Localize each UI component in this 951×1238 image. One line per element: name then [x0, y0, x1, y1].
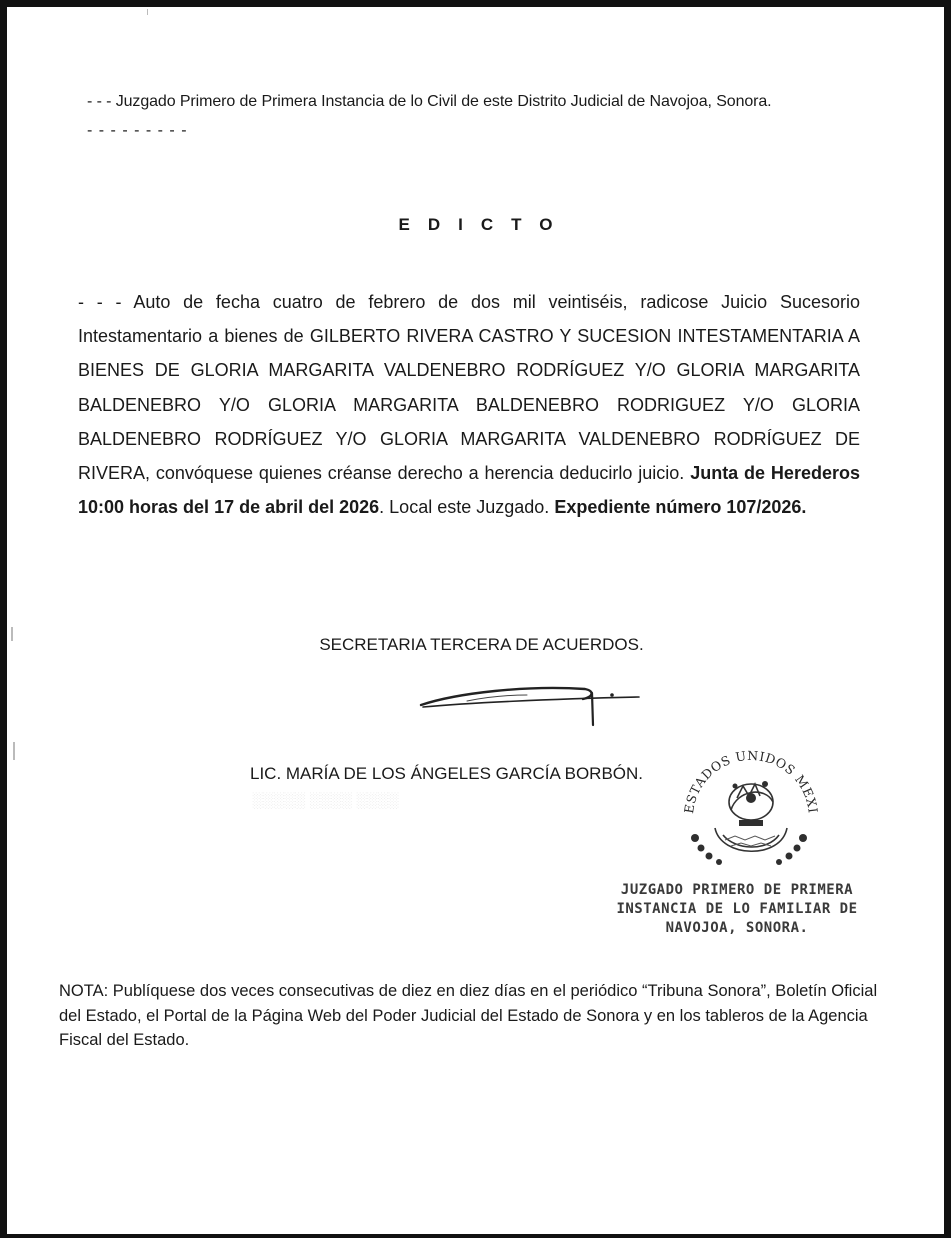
- court-stamp: [567, 881, 907, 938]
- court-header-line: - - - Juzgado Primero de Primera Instancia de lo Civil de este Distrito Judicial de Navojoa, Sonora.: [87, 93, 772, 110]
- mexican-coat-of-arms-seal-icon: [675, 740, 825, 885]
- edict-body: [78, 285, 860, 524]
- header-dashes: - - - - - - - - -: [87, 122, 188, 139]
- case-number: Expediente número 107/2026.: [554, 497, 807, 518]
- body-text-part2: . Local este Juzgado.: [379, 497, 550, 518]
- publication-note: NOTA: Publíquese dos veces consecutivas de diez en diez días en el periódico “Tribuna Sonora”, Boletín Oficial del Estado, el Portal de la Página Web del Poder Judicial del Estado de Sonora y en los tableros de la Agencia Fiscal del Estado.: [59, 982, 878, 1049]
- stamp-line-1: JUZGADO PRIMERO DE PRIMERA: [620, 882, 854, 898]
- hearing-date: Junta de Herederos 10:00 horas del 17 de abril del 2026: [78, 463, 860, 518]
- svg-text:ESTADOS UNIDOS MEXICANOS: ESTADOS UNIDOS MEXI: [681, 747, 821, 815]
- body-text-part1: - - - Auto de fecha cuatro de febrero de dos mil veintiséis, radicose Juicio Sucesorio Intestamentario a bienes de GILBERTO RIVERA CASTRO Y SUCESION INTESTAMENTARIA A BIENES DE GLORIA MARGARITA VALDENEBRO RODRÍGUEZ Y/O GLORIA MARGARITA BALDENEBRO Y/O GLORIA MARGARITA BALDENEBRO RODRIGUEZ Y/O GLORIA BALDENEBRO RODRÍGUEZ Y/O GLORIA MARGARITA VALDENEBRO RODRÍGUEZ DE RIVERA, convóquese quienes créanse derecho a herencia deducirlo juicio.: [78, 292, 860, 484]
- scan-artifact: [147, 9, 148, 15]
- stamp-line-2: INSTANCIA DE LO FAMILIAR DE: [616, 901, 858, 917]
- secretary-title: SECRETARIA TERCERA DE ACUERDOS.: [319, 635, 644, 654]
- scan-artifact: [13, 742, 15, 760]
- document-title: EDICTO: [398, 215, 571, 234]
- secretary-name: LIC. MARÍA DE LOS ÁNGELES GARCÍA BORBÓN.: [250, 764, 644, 783]
- faint-bleed-through: ░░░░░ ░░░░ ░░░░: [252, 792, 399, 809]
- stamp-line-3: NAVOJOA, SONORA.: [665, 920, 809, 936]
- handwritten-signature: [407, 675, 647, 740]
- scan-artifact: [11, 627, 13, 641]
